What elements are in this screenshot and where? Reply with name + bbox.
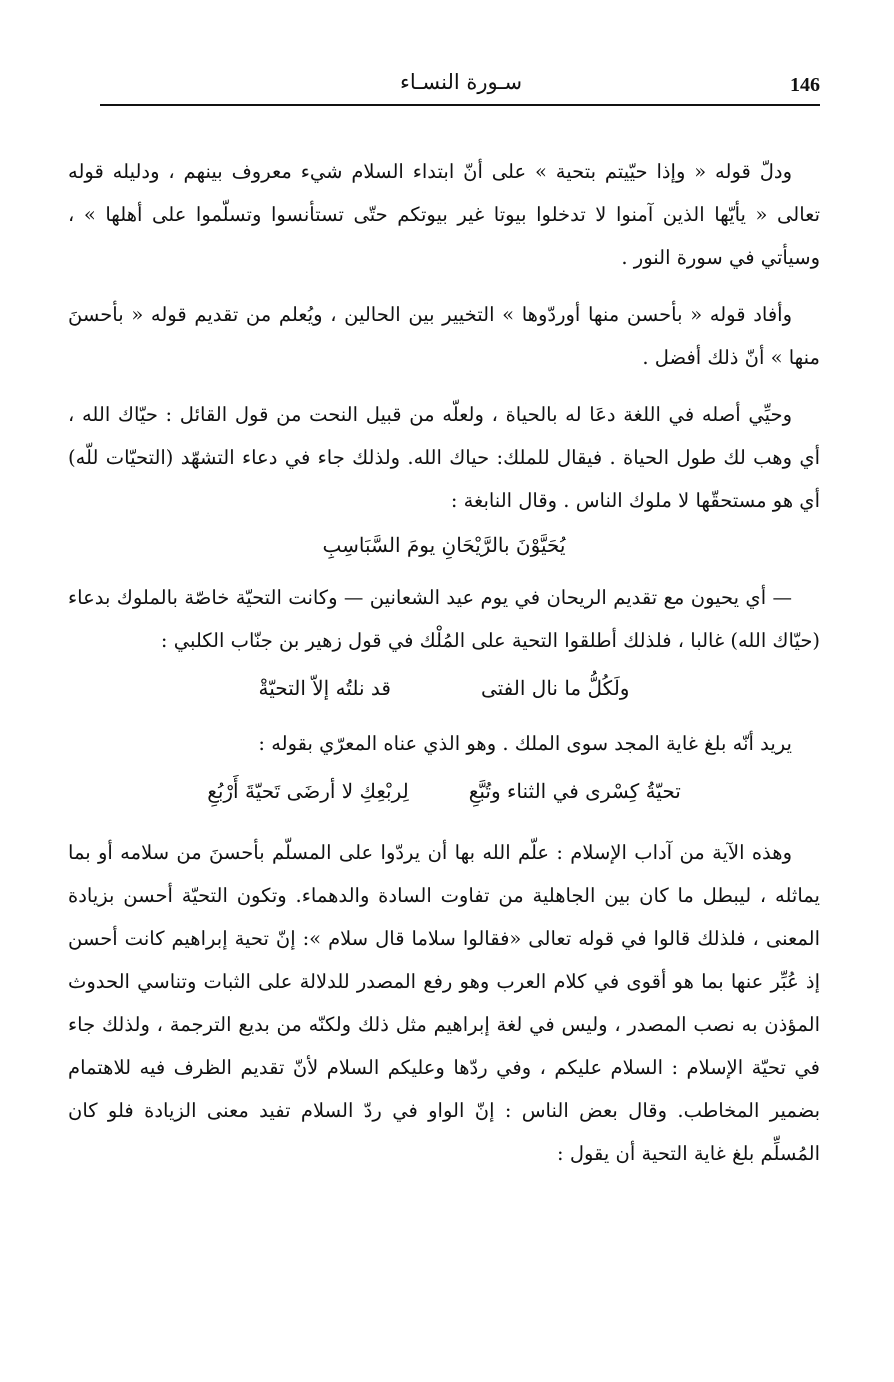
- paragraph: وأفاد قوله « بأحسن منها أوردّوها » التخيير بين الحالين ، ويُعلم من تقديم قوله « بأحسنَ منها » أنّ ذلك أفضل .: [68, 303, 820, 369]
- page-body: [68, 150, 820, 1175]
- page-header: [100, 66, 820, 100]
- running-title: سـورة النسـاء: [400, 70, 523, 94]
- header-rule: [100, 104, 820, 106]
- paragraph: ودلّ قوله « وإذا حيّيتم بتحية » على أنّ ابتداء السلام شيء معروف بينهم ، ودليله قوله تعالى « يأيّها الذين آمنوا لا تدخلوا بيوتا غير بيوتكم حتّى تستأنسوا وتسلّموا على أهلها » ، وسيأتي في سورة النور .: [68, 160, 820, 269]
- verse-hemistich: ولَكُلُّ ما نال الفتى: [480, 676, 630, 700]
- verse-couplet: [68, 765, 820, 817]
- page-number: 146: [790, 74, 820, 96]
- paragraph: وهذه الآية من آداب الإسلام : علّم الله بها أن يردّوا على المسلّم بأحسنَ من سلامه أو بما يماثله ، ليبطل ما كان بين الجاهلية من تفاوت السادة والدهماء. وتكون التحيّة أحسن بزيادة المعنى ، فلذلك قالوا في قوله تعالى «فقالوا سلاما قال سلام »: إنّ تحية إبراهيم كانت أحسن إذ عُبِّر عنها بما هو أقوى في كلام العرب وهو رفع المصدر للدلالة على الثبات وتناسي الحدوث المؤذن به نصب المصدر ، وليس في لغة إبراهيم مثل ذلك ولكنّه من بديع الترجمة ، ولذلك جاء في تحيّة الإسلام : السلام عليكم ، وفي ردّها وعليكم السلام لأنّ تقديم الظرف فيه للاهتمام بضمير المخاطب. وقال بعض الناس : إنّ الواو في ردّ السلام تفيد معنى الزيادة فلو كان المُسلِّم بلغ غاية التحية أن يقول :: [68, 841, 820, 1165]
- paragraph: وحيِّي أصله في اللغة دعَا له بالحياة ، ولعلّه من قبيل النحت من قول القائل : حيّاك الله ، أي وهب لك طول الحياة . فيقال للملك: حياك الله. ولذلك جاء في دعاء التشهّد (التحيّات للّه) أي هو مستحقّها لا ملوك الناس . وقال النابغة :: [68, 403, 820, 512]
- verse-hemistich: تحيّةُ كِسْرى في الثناء وتُبَّعِ: [468, 779, 681, 803]
- verse-hemistich: قد نلتُه إلاّ التحيّةْ: [258, 676, 391, 700]
- verse-hemistich: لِربْعِكِ لا أرضَى تَحيّةَ أَرْبُعِ: [207, 779, 409, 803]
- paragraph: يريد أنّه بلغ غاية المجد سوى الملك . وهو الذي عناه المعرّي بقوله :: [258, 732, 792, 755]
- verse-couplet: [68, 662, 820, 714]
- verse-line: يُحَيَّوْنَ بالرَّيْحَانِ يومَ السَّبَاسِبِ: [322, 533, 566, 557]
- paragraph: — أي يحيون مع تقديم الريحان في يوم عيد الشعانين — وكانت التحيّة خاصّة بالملوك بدعاء (حيّاك الله) غالبا ، فلذلك أطلقوا التحية على المُلْك في قول زهير بن جنّاب الكلبي :: [68, 586, 820, 652]
